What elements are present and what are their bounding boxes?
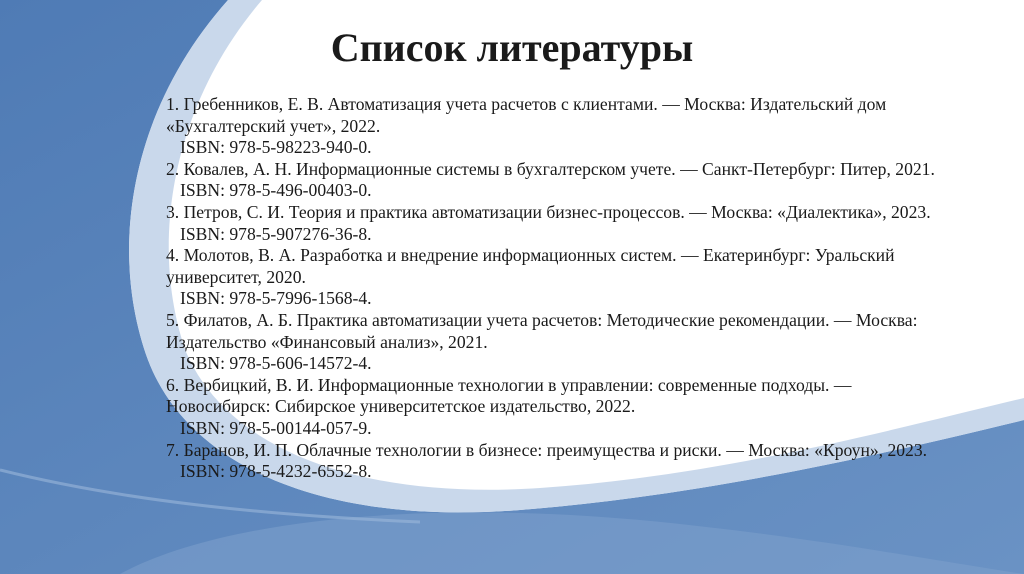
reference-isbn: ISBN: 978-5-907276-36-8. (180, 223, 372, 244)
reference-text: 5. Филатов, А. Б. Практика автоматизации учета расчетов: Методические рекомендации. — Москва: (166, 309, 918, 330)
list-item (166, 202, 1016, 245)
reference-text: университет, 2020. (166, 266, 306, 287)
list-item (166, 310, 1016, 375)
reference-text: 4. Молотов, В. А. Разработка и внедрение информационных систем. — Екатеринбург: Уральский (166, 245, 895, 266)
reference-list (166, 94, 1016, 483)
reference-isbn: ISBN: 978-5-7996-1568-4. (180, 288, 372, 309)
page-title: Список литературы (330, 25, 694, 70)
reference-text: 7. Баранов, И. П. Облачные технологии в бизнесе: преимущества и риски. — Москва: «Кроун», 2023. (166, 439, 928, 460)
list-item (166, 440, 1016, 483)
list-item (166, 159, 1016, 202)
reference-isbn: ISBN: 978-5-496-00403-0. (180, 180, 372, 201)
reference-isbn: ISBN: 978-5-98223-940-0. (180, 137, 372, 158)
reference-text: 6. Вербицкий, В. И. Информационные технологии в управлении: современные подходы. — (166, 374, 852, 395)
reference-isbn: ISBN: 978-5-4232-6552-8. (180, 461, 372, 482)
list-item (166, 245, 1016, 310)
reference-text: 1. Гребенников, Е. В. Автоматизация учета расчетов с клиентами. — Москва: Издательский дом (166, 94, 887, 114)
reference-text: «Бухгалтерский учет», 2022. (166, 115, 381, 136)
reference-isbn: ISBN: 978-5-00144-057-9. (180, 417, 372, 438)
reference-isbn: ISBN: 978-5-606-14572-4. (180, 353, 372, 374)
list-item (166, 375, 1016, 440)
list-item (166, 94, 1016, 159)
reference-text: 2. Ковалев, А. Н. Информационные системы в бухгалтерском учете. — Санкт-Петербург: Питер, 2021. (166, 158, 935, 179)
reference-text: Издательство «Финансовый анализ», 2021. (166, 331, 488, 352)
reference-text: Новосибирск: Сибирское университетское издательство, 2022. (166, 396, 636, 417)
reference-text: 3. Петров, С. И. Теория и практика автоматизации бизнес-процессов. — Москва: «Диалектика», 2023. (166, 201, 931, 222)
